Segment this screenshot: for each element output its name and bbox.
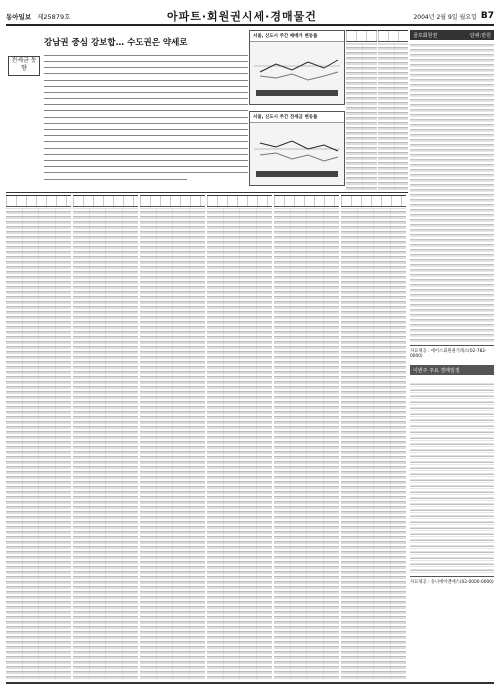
mini-charts (249, 30, 345, 190)
golf-panel-unit: 단위:만원 (469, 32, 491, 39)
publication-name: 동아일보 (6, 12, 32, 21)
divider (6, 192, 408, 193)
upper-price-tables (346, 30, 408, 190)
market-article (6, 30, 248, 190)
golf-membership-panel (410, 30, 494, 680)
price-table-column (378, 30, 409, 190)
section-title: 아파트·회원권시세·경매물건 (166, 10, 317, 23)
issue-number: 제25879호 (37, 12, 71, 21)
sale-price-chart (249, 30, 345, 105)
chart-caption: 서울, 신도시 주간 전세금 변동률 (250, 112, 344, 123)
price-table-column (6, 195, 71, 679)
jeonse-chart (249, 111, 345, 186)
article-body (44, 52, 248, 182)
price-table-column (346, 30, 377, 190)
auction-title: 이번주 주요 경매일정 (413, 367, 460, 374)
article-headline: 강남권 중심 강보합… 수도권은 약세로 (44, 38, 188, 48)
price-table-column (140, 195, 205, 679)
golf-panel-header (410, 30, 494, 40)
price-table-column (207, 195, 272, 679)
sale-price-chart-plot (250, 42, 344, 100)
issue-date: 2004년 2월 9일 월요일 (413, 13, 477, 21)
jeonse-chart-plot (250, 123, 344, 181)
auction-source-note: 자료제공 : 유니에이앤에스(02-0000-0000) (410, 576, 494, 585)
chart-caption: 서울, 신도시 주간 매매가 변동률 (250, 31, 344, 42)
price-table-column (341, 195, 406, 679)
page-number: B7 (480, 11, 494, 21)
apartment-price-tables (6, 195, 406, 679)
article-badge: 전세금 동향 (8, 56, 40, 76)
price-table-column (274, 195, 339, 679)
price-table-column (73, 195, 138, 679)
golf-source-note: 자료제공 : 에이스회원권거래소(02-782-0000) (410, 345, 494, 359)
golf-price-list (410, 42, 494, 342)
masthead (6, 8, 494, 26)
auction-header (410, 365, 494, 375)
auction-list (410, 383, 494, 573)
divider (6, 682, 494, 684)
golf-panel-title: 골프회원권 (413, 32, 438, 39)
